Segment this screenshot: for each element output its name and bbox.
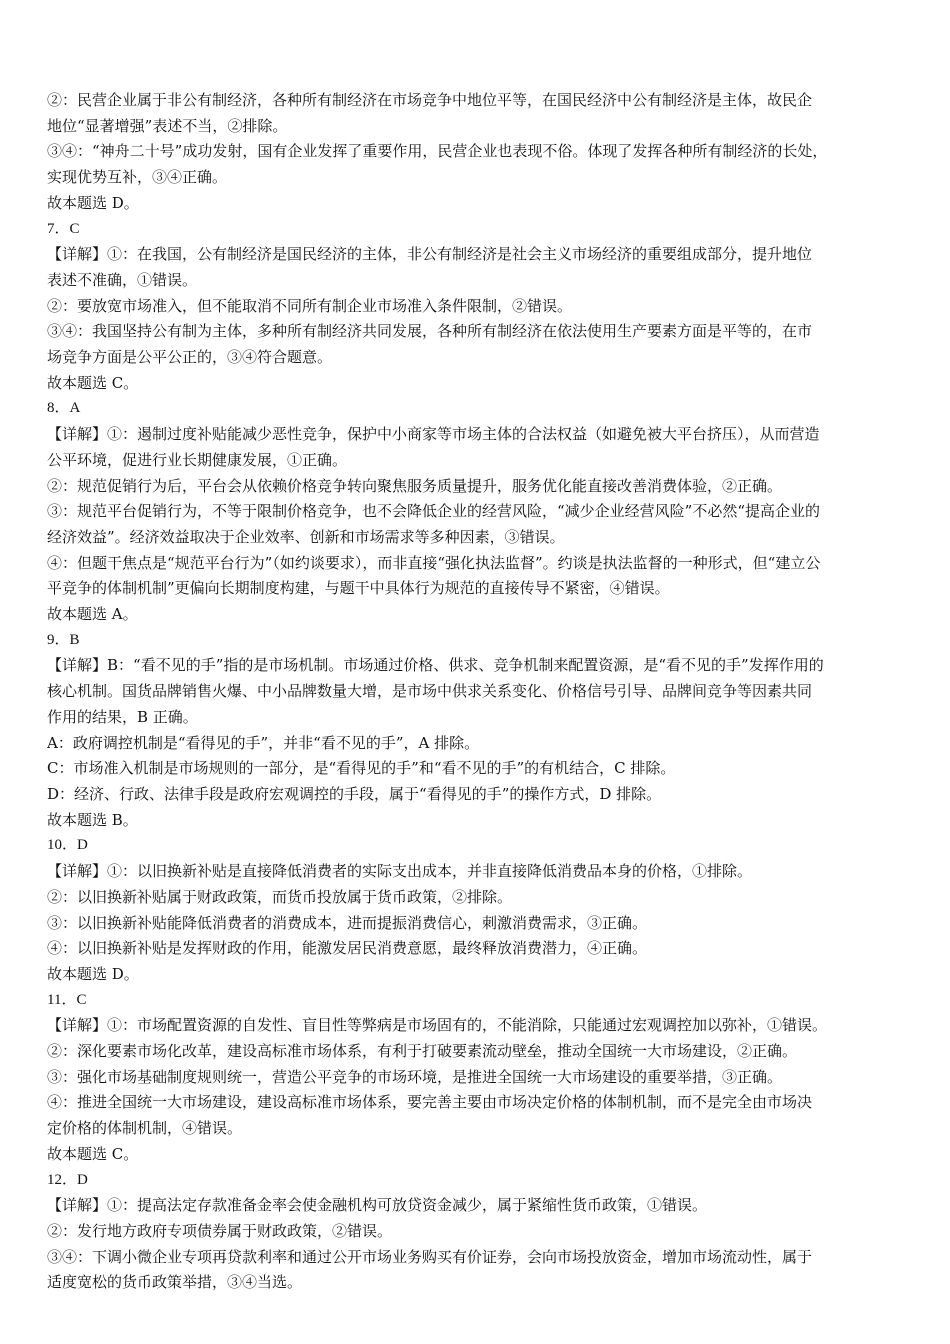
text-line: ②：发行地方政府专项债券属于财政政策，②错误。	[47, 1221, 393, 1240]
text-line: ②：要放宽市场准入，但不能取消不同所有制企业市场准入条件限制，②错误。	[47, 296, 573, 315]
text-line: ②：规范促销行为后，平台会从依赖价格竞争转向聚焦服务质量提升，服务优化能直接改善消费体验，②正确。	[47, 476, 783, 495]
text-line: ③④：我国坚持公有制为主体，多种所有制经济共同发展，各种所有制经济在依法使用生产要素方面是平等的，在市	[47, 322, 813, 341]
answer-conclusion: 故本题选 B。	[47, 810, 138, 829]
answer-conclusion: 故本题选 A。	[47, 605, 138, 624]
text-line: 平竞争的体制机制”更偏向长期制度构建，与题干中具体行为规范的直接传导不紧密，④错误。	[47, 579, 670, 598]
text-line: A：政府调控机制是“看得见的手”，并非“看不见的手”，A 排除。	[47, 733, 480, 752]
text-line: ③：以旧换新补贴能降低消费者的消费成本，进而提振消费信心，刺激消费需求，③正确。	[47, 913, 648, 932]
text-line: ③：规范平台促销行为，不等于限制价格竞争，也不会降低企业的经营风险，“减少企业经营风险”不必然“提高企业的	[47, 502, 821, 521]
text-line: ②：以旧换新补贴属于财政政策，而货币投放属于货币政策，②排除。	[47, 887, 513, 906]
text-line: 【详解】①：在我国，公有制经济是国民经济的主体，非公有制经济是社会主义市场经济的重要组成部分，提升地位	[47, 245, 813, 264]
text-line: 【详解】B：“看不见的手”指的是市场机制。市场通过价格、供求、竞争机制来配置资源，是“看不见的手”发挥作用的	[47, 656, 824, 675]
text-line: ③：强化市场基础制度规则统一，营造公平竞争的市场环境，是推进全国统一大市场建设的重要举措，③正确。	[47, 1067, 783, 1086]
text-line: ③④：下调小微企业专项再贷款利率和通过公开市场业务购买有价证券，会向市场投放资金，增加市场流动性，属于	[47, 1247, 813, 1266]
text-line: 【详解】①：以旧换新补贴是直接降低消费者的实际支出成本，并非直接降低消费品本身的价格，①排除。	[47, 862, 753, 881]
text-line: 【详解】①：提高法定存款准备金率会使金融机构可放贷资金减少，属于紧缩性货币政策，①错误。	[47, 1196, 708, 1215]
text-line: 作用的结果，B 正确。	[47, 707, 198, 726]
text-line: 地位“显著增强”表述不当，②排除。	[47, 116, 288, 135]
text-line: ④：以旧换新补贴是发挥财政的作用，能激发居民消费意愿，最终释放消费潜力，④正确。	[47, 939, 648, 958]
text-line: ④：但题干焦点是“规范平台行为”（如约谈要求），而非直接“强化执法监督”。约谈是执法监督的一种形式，但“建立公	[47, 553, 821, 572]
text-line: ④：推进全国统一大市场建设，建设高标准市场体系，要完善主要由市场决定价格的体制机制，而不是完全由市场决	[47, 1093, 813, 1112]
text-line: ③④：“神舟二十号”成功发射，国有企业发挥了重要作用，民营企业也表现不俗。体现了发挥各种所有制经济的长处，	[47, 142, 828, 161]
answer-conclusion: 故本题选 D。	[47, 964, 139, 983]
answer-conclusion: 故本题选 C。	[47, 373, 139, 392]
question-number: 11．C	[47, 991, 87, 1008]
text-line: 实现优势互补，③④正确。	[47, 168, 228, 187]
text-line: 【详解】①：遏制过度补贴能减少恶性竞争，保护中小商家等市场主体的合法权益（如避免被大平台挤压），从而营造	[47, 425, 820, 444]
text-line: D：经济、行政、法律手段是政府宏观调控的手段，属于“看得见的手”的操作方式，D 排除。	[47, 784, 662, 803]
text-line: 公平环境，促进行业长期健康发展，①正确。	[47, 450, 348, 469]
text-line: 【详解】①：市场配置资源的自发性、盲目性等弊病是市场固有的，不能消除，只能通过宏观调控加以弥补，①错误。	[47, 1016, 828, 1035]
text-line: C：市场准入机制是市场规则的一部分，是“看得见的手”和“看不见的手”的有机结合，C 排除。	[47, 759, 676, 778]
question-number: 8．A	[47, 400, 81, 417]
answer-conclusion: 故本题选 C。	[47, 1144, 139, 1163]
text-line: 适度宽松的货币政策举措，③④当选。	[47, 1273, 303, 1292]
text-line: ②：民营企业属于非公有制经济，各种所有制经济在市场竞争中地位平等，在国民经济中公有制经济是主体，故民企	[47, 91, 813, 109]
question-number: 7．C	[47, 220, 80, 237]
text-line: 核心机制。国货品牌销售火爆、中小品牌数量大增，是市场中供求关系变化、价格信号引导、品牌间竞争等因素共同	[47, 682, 813, 701]
question-number: 12．D	[47, 1171, 88, 1188]
text-line: 场竞争方面是公平公正的，③④符合题意。	[47, 348, 333, 367]
question-number: 9．B	[47, 631, 80, 648]
text-line: 表述不准确，①错误。	[47, 270, 198, 289]
text-line: ②：深化要素市场化改革，建设高标准市场体系，有利于打破要素流动壁垒，推动全国统一大市场建设，②正确。	[47, 1042, 798, 1061]
question-number: 10．D	[47, 837, 88, 854]
text-line: 定价格的体制机制，④错误。	[47, 1119, 243, 1138]
answer-conclusion: 故本题选 D。	[47, 193, 139, 212]
text-line: 经济效益”。经济效益取决于企业效率、创新和市场需求等多种因素，③错误。	[47, 527, 565, 546]
